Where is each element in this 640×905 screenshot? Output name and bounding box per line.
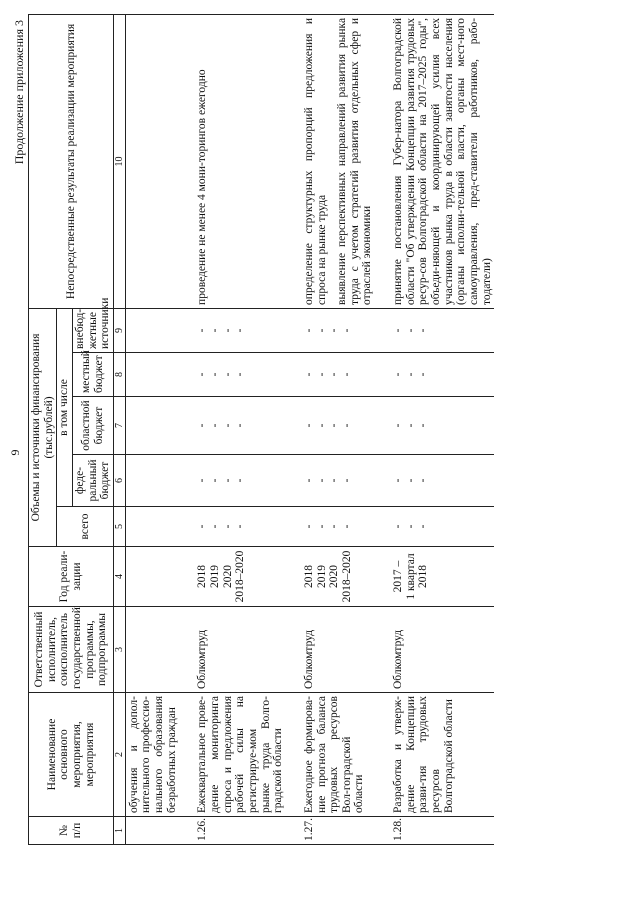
row-number: 1.27.	[302, 817, 375, 845]
header-including: в том числе	[57, 308, 73, 506]
dash-mark: -	[315, 478, 328, 483]
spacer-cell	[375, 353, 391, 397]
header-result: Непосредственные результаты реализации мероприятия	[29, 14, 114, 308]
dash-mark: -	[221, 328, 234, 333]
spacer-cell	[286, 547, 302, 607]
dash-mark: -	[404, 328, 417, 333]
dash-mark: -	[196, 524, 209, 529]
year-line: 2017 –	[392, 560, 405, 593]
row-spacer	[179, 14, 195, 844]
header-local: местный бюджет	[72, 353, 113, 397]
col-num: 8	[113, 353, 125, 397]
spacer-cell	[286, 308, 302, 352]
spacer-cell	[179, 607, 195, 693]
year-line: 2019	[209, 565, 222, 588]
dash-mark: -	[417, 372, 430, 377]
dash-mark: -	[392, 478, 405, 483]
total-amount	[302, 507, 375, 547]
regional-budget	[195, 397, 285, 455]
header-executor: Ответственный исполнитель, соисполнитель государственной программы, подпрограммы	[29, 607, 114, 693]
year-line: 2019	[315, 565, 328, 588]
row-number	[125, 817, 179, 845]
dash-mark: -	[315, 423, 328, 428]
regional-budget	[302, 397, 375, 455]
responsible-executor	[125, 607, 179, 693]
dash-mark: -	[392, 372, 405, 377]
result-item: определение структурных пропорций предложения и спроса на рынке труда	[302, 17, 328, 305]
spacer-cell	[179, 507, 195, 547]
dash-mark: -	[302, 372, 315, 377]
dash-mark: -	[196, 372, 209, 377]
dash-mark: -	[328, 423, 341, 428]
header-total: всего	[57, 507, 114, 547]
dash-mark: -	[209, 372, 222, 377]
spacer-cell	[375, 607, 391, 693]
dash-mark: -	[221, 478, 234, 483]
dash-mark: -	[302, 524, 315, 529]
dash-mark: -	[328, 478, 341, 483]
dash-mark: -	[392, 328, 405, 333]
dash-mark: -	[302, 478, 315, 483]
local-budget	[125, 353, 179, 397]
local-budget	[195, 353, 285, 397]
col-num: 5	[113, 507, 125, 547]
spacer-cell	[375, 693, 391, 817]
spacer-cell	[286, 693, 302, 817]
direct-results	[302, 14, 375, 308]
header-federal: феде-ральный бюджет	[72, 455, 113, 507]
table-row	[391, 14, 494, 844]
table-body	[125, 14, 494, 844]
dash-mark: -	[234, 372, 247, 377]
extrabudget-sources	[125, 308, 179, 352]
spacer-cell	[375, 817, 391, 845]
spacer-cell	[375, 507, 391, 547]
year-line: 2018–2020	[234, 550, 247, 603]
header-extrabudget: внебюд-жетные источники	[72, 308, 113, 352]
dash-mark: -	[340, 328, 353, 333]
spacer-cell	[179, 14, 195, 308]
spacer-cell	[286, 353, 302, 397]
header-financing: Объемы и источники финансирования (тыс.рублей)	[29, 308, 57, 546]
responsible-executor: Облкомтруд	[391, 607, 494, 693]
spacer-cell	[179, 547, 195, 607]
dash-mark: -	[221, 423, 234, 428]
dash-mark: -	[302, 423, 315, 428]
spacer-cell	[286, 397, 302, 455]
row-number: 1.28.	[391, 817, 494, 845]
result-item: принятие постановления Губер-натора Волгоградской области "Об утверждении Концепции развития трудовых ресур-сов Волгоградской области на 2017–2025 годы", объеди-няющей и координирующей усилия всех участников рынка труда в области занятости населения (органы исполни-тельной власти, органы мест-ного самоуправления, пред-ставители работников, рабо-тодатели)	[392, 17, 493, 305]
activity-name: Ежеквартальное прове-дение мониторинга спроса и предложения рабочей силы на регистрируе-мом рынке труда Волго-градской области	[195, 693, 285, 817]
dash-mark: -	[209, 423, 222, 428]
federal-budget	[195, 455, 285, 507]
year-line: 1 квартал	[404, 553, 417, 600]
header-no: № п/п	[29, 817, 114, 845]
spacer-cell	[375, 14, 391, 308]
dash-mark: -	[404, 372, 417, 377]
spacer-cell	[179, 308, 195, 352]
dash-mark: -	[404, 478, 417, 483]
program-table	[28, 14, 494, 845]
implementation-years	[391, 547, 494, 607]
year-line: 2018	[302, 565, 315, 588]
dash-mark: -	[315, 524, 328, 529]
dash-mark: -	[417, 524, 430, 529]
local-budget	[391, 353, 494, 397]
spacer-cell	[179, 817, 195, 845]
dash-mark: -	[340, 372, 353, 377]
table-row	[302, 14, 375, 844]
result-item: проведение не менее 4 мони-торингов ежегодно	[196, 69, 209, 305]
direct-results	[125, 14, 179, 308]
dash-mark: -	[328, 372, 341, 377]
dash-mark: -	[221, 524, 234, 529]
spacer-cell	[286, 607, 302, 693]
extrabudget-sources	[302, 308, 375, 352]
spacer-cell	[286, 455, 302, 507]
col-num: 7	[113, 397, 125, 455]
direct-results	[391, 14, 494, 308]
federal-budget	[125, 455, 179, 507]
dash-mark: -	[234, 478, 247, 483]
dash-mark: -	[417, 328, 430, 333]
continuation-note: Продолжение приложения 3	[12, 20, 26, 165]
table-row	[125, 14, 179, 844]
direct-results	[195, 14, 285, 308]
dash-mark: -	[209, 328, 222, 333]
year-line: 2018	[196, 565, 209, 588]
year-line: 2018–2020	[340, 550, 353, 603]
row-spacer	[375, 14, 391, 844]
regional-budget	[391, 397, 494, 455]
dash-mark: -	[209, 524, 222, 529]
spacer-cell	[179, 353, 195, 397]
activity-name: обучения и допол-нительного профессио-нального образования безработных граждан	[125, 693, 179, 817]
dash-mark: -	[315, 328, 328, 333]
activity-name: Ежегодное формирова-ние прогноза баланса трудовых ресурсов Вол-гоградской области	[302, 693, 375, 817]
col-num: 4	[113, 547, 125, 607]
col-num: 1	[113, 817, 125, 845]
total-amount	[195, 507, 285, 547]
implementation-years	[195, 547, 285, 607]
col-num: 2	[113, 693, 125, 817]
spacer-cell	[375, 547, 391, 607]
col-num: 10	[113, 14, 125, 308]
dash-mark: -	[209, 478, 222, 483]
spacer-cell	[286, 14, 302, 308]
spacer-cell	[179, 397, 195, 455]
col-num: 3	[113, 607, 125, 693]
spacer-cell	[286, 817, 302, 845]
dash-mark: -	[392, 423, 405, 428]
federal-budget	[302, 455, 375, 507]
extrabudget-sources	[391, 308, 494, 352]
dash-mark: -	[234, 328, 247, 333]
dash-mark: -	[404, 423, 417, 428]
row-number: 1.26.	[195, 817, 285, 845]
dash-mark: -	[340, 423, 353, 428]
dash-mark: -	[340, 478, 353, 483]
year-line: 2020	[328, 565, 341, 588]
activity-name: Разработка и утверж-дение Концепции разви-тия трудовых ресурсов Волгоградской области	[391, 693, 494, 817]
result-item: выявление перспективных направлений развития рынка труда с учетом стратегий развития отдельных сфер и отраслей экономики	[336, 17, 374, 305]
dash-mark: -	[234, 524, 247, 529]
column-number-row	[113, 14, 125, 844]
dash-mark: -	[315, 372, 328, 377]
year-line: 2018	[417, 565, 430, 588]
responsible-executor: Облкомтруд	[195, 607, 285, 693]
year-line: 2020	[221, 565, 234, 588]
header-year: Год реали-зации	[29, 547, 114, 607]
implementation-years	[125, 547, 179, 607]
header-name: Наименование основного мероприятия, мероприятия	[29, 693, 114, 817]
spacer-cell	[375, 308, 391, 352]
responsible-executor: Облкомтруд	[302, 607, 375, 693]
regional-budget	[125, 397, 179, 455]
page-number: 9	[8, 449, 22, 456]
col-num: 9	[113, 308, 125, 352]
implementation-years	[302, 547, 375, 607]
spacer-cell	[179, 693, 195, 817]
extrabudget-sources	[195, 308, 285, 352]
spacer-cell	[375, 455, 391, 507]
dash-mark: -	[221, 372, 234, 377]
row-spacer	[286, 14, 302, 844]
total-amount	[125, 507, 179, 547]
total-amount	[391, 507, 494, 547]
header-regional: областной бюджет	[72, 397, 113, 455]
dash-mark: -	[404, 524, 417, 529]
dash-mark: -	[328, 524, 341, 529]
dash-mark: -	[392, 524, 405, 529]
dash-mark: -	[417, 423, 430, 428]
spacer-cell	[179, 455, 195, 507]
federal-budget	[391, 455, 494, 507]
dash-mark: -	[302, 328, 315, 333]
table-row	[195, 14, 285, 844]
col-num: 6	[113, 455, 125, 507]
dash-mark: -	[234, 423, 247, 428]
dash-mark: -	[196, 328, 209, 333]
dash-mark: -	[340, 524, 353, 529]
dash-mark: -	[196, 423, 209, 428]
spacer-cell	[375, 397, 391, 455]
spacer-cell	[286, 507, 302, 547]
dash-mark: -	[196, 478, 209, 483]
dash-mark: -	[417, 478, 430, 483]
local-budget	[302, 353, 375, 397]
dash-mark: -	[328, 328, 341, 333]
